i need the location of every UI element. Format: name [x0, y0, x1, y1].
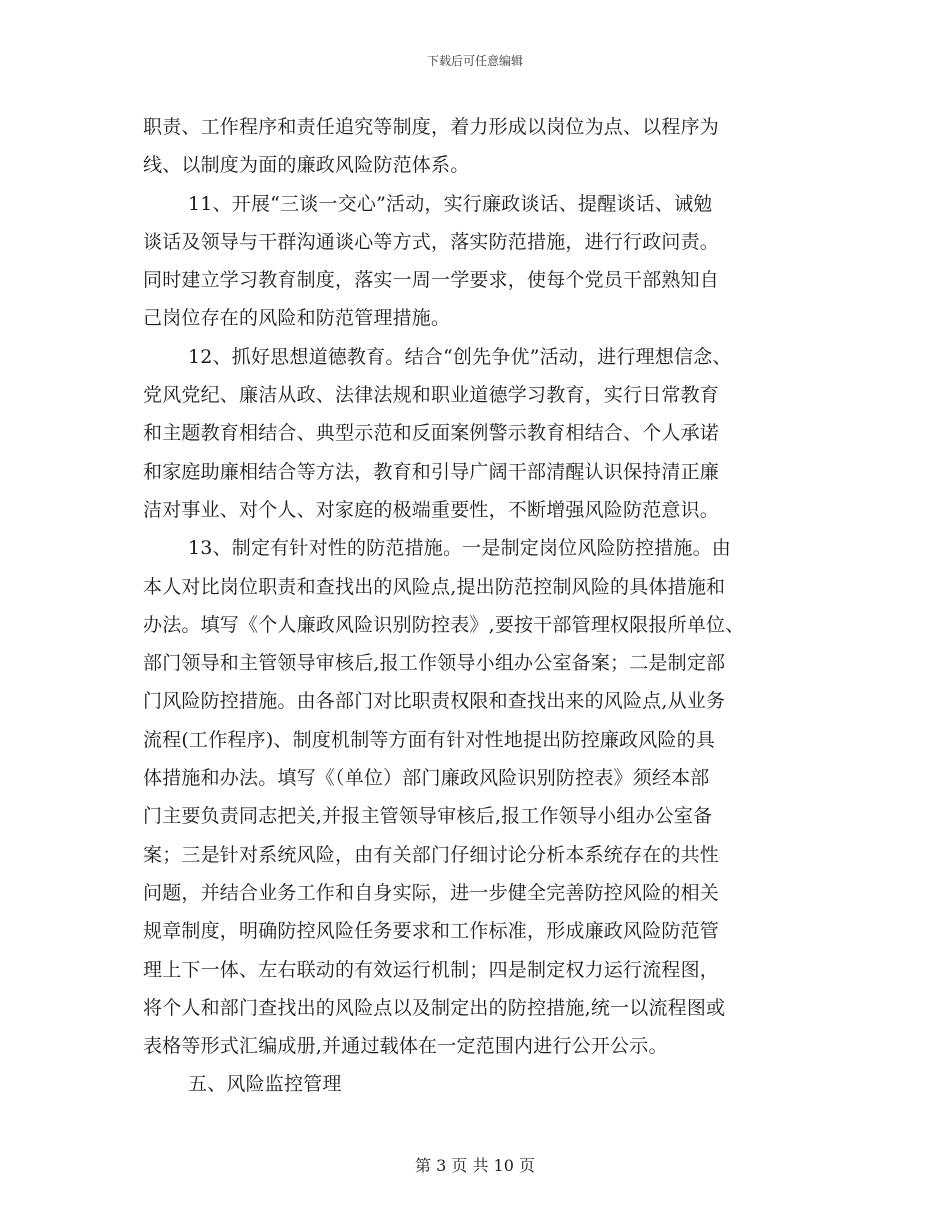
text-line: 职责、工作程序和责任追究等制度，着力形成以岗位为点、以程序为: [143, 116, 720, 138]
text-line: 谈话及领导与干群沟通谈心等方式，落实防范措施，进行行政问责。: [143, 230, 720, 253]
text-line: 问题，并结合业务工作和自身实际，进一步健全完善防控风险的相关: [143, 881, 720, 904]
page-header: 下载后可任意编辑: [426, 54, 523, 68]
text-line: 党风党纪、廉洁从政、法律法规和职业道德学习教育，实行日常教育: [143, 384, 720, 407]
document-body: [143, 108, 823, 1104]
text-line: 线、以制度为面的廉政风险防范体系。: [143, 154, 470, 177]
text-line: 表格等形式汇编成册,并通过载体在一定范围内进行公开公示。: [143, 1035, 668, 1058]
text-line: 规章制度，明确防控风险任务要求和工作标准，形成廉政风险防范管: [143, 920, 720, 943]
text-line: 洁对事业、对个人、对家庭的极端重要性，不断增强风险防范意识。: [143, 498, 720, 521]
text-line: 和主题教育相结合、典型示范和反面案例警示教育相结合、个人承诺: [143, 422, 720, 445]
text-line: 本人对比岗位职责和查找出的风险点,提出防范控制风险的具体措施和: [143, 575, 726, 598]
section-heading: 五、风险监控管理: [188, 1073, 342, 1096]
text-line: 体措施和办法。填写《（单位）部门廉政风险识别防控表》须经本部: [143, 767, 710, 790]
text-line: 流程(工作程序)、制度机制等方面有针对性地提出防控廉政风险的具: [143, 728, 716, 751]
paragraph-11-start: 11、开展“三谈一交心”活动，实行廉政谈话、提醒谈话、诫勉: [188, 192, 713, 215]
text-line: 部门领导和主管领导审核后,报工作领导小组办公室备案；二是制定部: [143, 652, 726, 675]
text-line: 门风险防控措施。由各部门对比职责权限和查找出来的风险点,从业务: [143, 690, 726, 713]
paragraph-12-start: 12、抓好思想道德教育。结合“创先争优”活动，进行理想信念、: [188, 345, 732, 368]
text-line: 办法。填写《个人廉政风险识别防控表》,要按干部管理权限报所单位、: [143, 613, 745, 636]
text-line: 己岗位存在的风险和防范管理措施。: [143, 307, 451, 330]
text-line: 门主要负责同志把关,并报主管领导审核后,报工作领导小组办公室备: [143, 805, 713, 828]
text-line: 理上下一体、左右联动的有效运行机制；四是制定权力运行流程图，: [143, 958, 720, 981]
page-number: 第 3 页 共 10 页: [415, 1156, 535, 1175]
text-line: 和家庭助廉相结合等方法，教育和引导广阔干部清醒认识保持清正廉: [143, 460, 720, 483]
text-line: 将个人和部门查找出的风险点以及制定出的防控措施,统一以流程图或: [143, 996, 726, 1019]
text-line: 案；三是针对系统风险，由有关部门仔细讨论分析本系统存在的共性: [143, 843, 720, 866]
paragraph-13-start: 13、制定有针对性的防范措施。一是制定岗位风险防控措施。由: [188, 537, 731, 560]
text-line: 同时建立学习教育制度，落实一周一学要求，使每个党员干部熟知自: [143, 269, 720, 292]
